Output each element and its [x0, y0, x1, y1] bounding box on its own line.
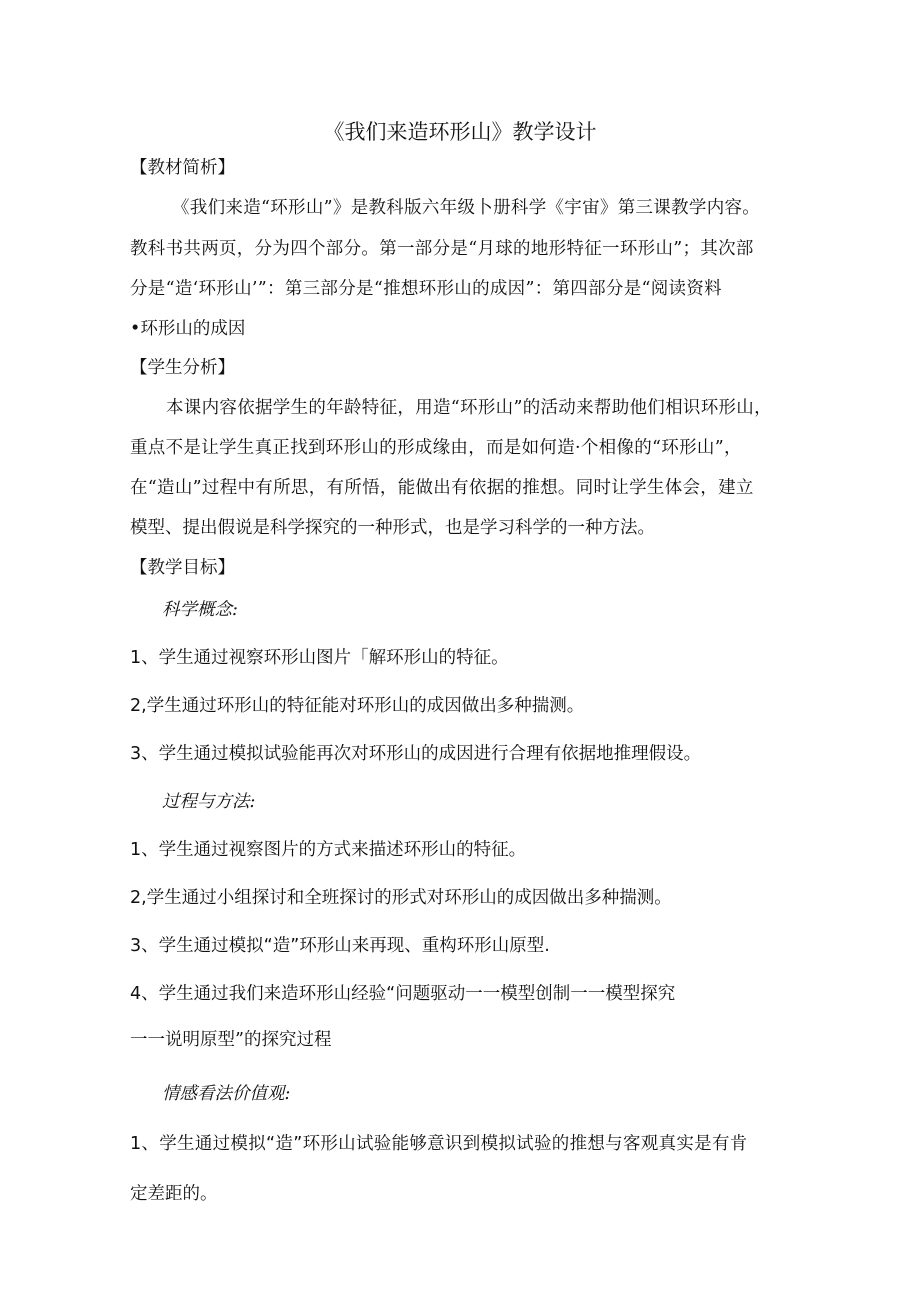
subheading-process-methods: 过程与方法: — [162, 792, 256, 812]
subheading-attitudes-values: 情感看法价值观: — [162, 1084, 291, 1104]
subheading-science-concepts: 科学概念: — [162, 600, 238, 620]
goal-item: 1、学生通过视察图片的方式来描述环形山的特征。 — [130, 840, 527, 860]
goal-item: 1、学生通过视察环形山图片「解环形山的特征。 — [130, 648, 509, 668]
goal-item: 4、学生通过我们来造环形山经验“问题驱动一一模型创制一一模型探究 — [130, 984, 676, 1004]
paragraph-line: •环形山的成因 — [130, 319, 246, 339]
goal-item-continuation: 定差距的。 — [130, 1184, 218, 1204]
paragraph-line: 《我们来造“环形山”》是教科版六年级卜册科学《宇宙》第三课教学内容。 — [172, 198, 761, 218]
paragraph-line: 模型、提出假说是科学探究的一种形式，也是学习科学的一种方法。 — [130, 518, 655, 538]
goal-item-continuation: 一一说明原型”的探究过程 — [130, 1030, 332, 1050]
document-title: 《我们来造环形山》教学设计 — [323, 120, 597, 144]
section-heading-student-analysis: 【学生分析】 — [130, 358, 235, 378]
section-heading-teaching-goals: 【教学目标】 — [130, 558, 235, 578]
goal-item: 3、学生通过模拟“造”环形山来再现、重构环形山原型. — [130, 936, 550, 956]
goal-item: 1、学生通过模拟“造”环形山试验能够意识到模拟试验的推想与客观真实是有肯 — [130, 1134, 748, 1154]
paragraph-line: 教科书共两页，分为四个部分。第一部分是“月球的地形特征一环形山”；其次部 — [130, 239, 754, 259]
paragraph-line: 分是“造‘环形山’”：第三部分是“推想环形山的成因”：第四部分是“阅读资料 — [130, 279, 722, 299]
paragraph-line: 重点不是让学生真正找到环形山的形成缘由，而是如何造·个相像的“环形山”， — [130, 438, 742, 458]
paragraph-line: 在“造山”过程中有所思，有所悟，能做出有依据的推想。同时让学生体会，建立 — [130, 478, 754, 498]
section-heading-textbook-analysis: 【教材简析】 — [130, 158, 235, 178]
goal-item: 2,学生通过小组探讨和全班探讨的形式对环形山的成因做出多种揣测。 — [130, 888, 672, 908]
paragraph-line: 本课内容依据学生的年龄特征，用造“环形山”的活动来帮助他们相识环形山， — [166, 398, 772, 418]
goal-item: 2,学生通过环形山的特征能对环形山的成因做出多种揣测。 — [130, 696, 585, 716]
goal-item: 3、学生通过模拟试验能再次对环形山的成因进行合理有依据地推理假设。 — [130, 744, 702, 764]
